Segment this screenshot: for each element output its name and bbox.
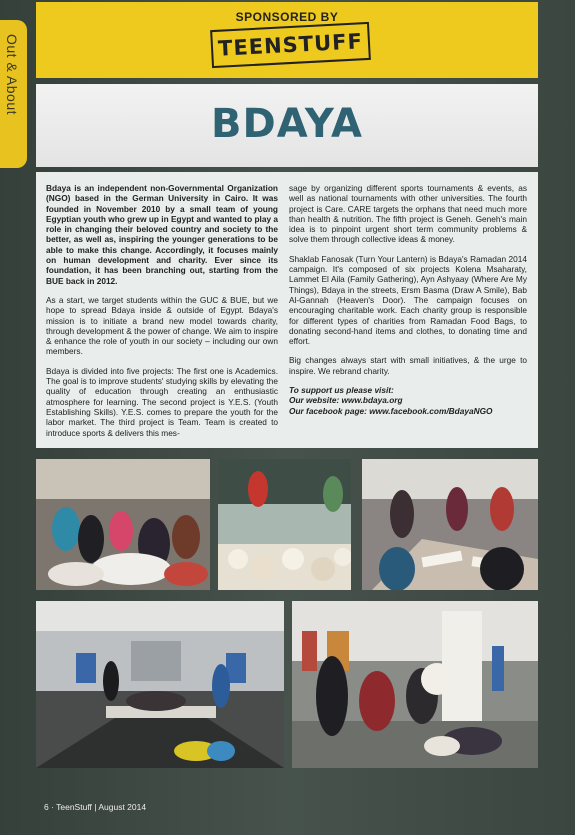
page-footer: 6 · TeenStuff | August 2014 — [44, 802, 147, 812]
photo-food-bags — [218, 459, 351, 590]
sponsor-banner — [36, 2, 538, 78]
photo-clothes-sorting — [292, 601, 538, 768]
teenstuff-logo: TEENSTUFF — [210, 22, 371, 68]
support-heading: To support us please visit: — [289, 385, 394, 396]
article-column-right — [289, 183, 527, 416]
paragraph: As a start, we target students within the GUC & BUE, but we hope to spread Bdaya inside & outside of Egypt. Bdaya's mission is to initiate a brand new model towards charity, through development & the power of change. We aim to inspire & enhance the role of youth in our society – including our own members. — [46, 294, 278, 357]
title-banner — [36, 84, 538, 167]
facebook-link[interactable]: Our facebook page: www.facebook.com/BdayaNGO — [289, 405, 493, 416]
photo-donation-hall — [36, 601, 284, 768]
photo-volunteers-sorting-clothes — [36, 459, 210, 590]
article-title: BDAYA — [211, 101, 363, 147]
sponsored-by-label: SPONSORED BY — [235, 10, 339, 24]
photo-volunteers-writing — [362, 459, 538, 590]
intro-paragraph: Bdaya is an independent non-Governmental Organization (NGO) based in the German University in Cairo. It was founded in November 2010 by a small team of young Egyptian youth who grew up in Egypt and wanted to play a role in changing their beloved country and society to the better, as well as, inspiring the younger generations to be able to make this change. Accordingly, it focuses mainly on human development and charity. Ever since its foundation, it has been branching out, starting from the BUE back in 2012. — [46, 183, 278, 286]
website-link[interactable]: Our website: www.bdaya.org — [289, 395, 403, 406]
paragraph: Big changes always start with small initiatives, & the urge to inspire. We rebrand charity. — [289, 355, 527, 376]
paragraph: Bdaya is divided into five projects: The first one is Academics. The goal is to improve students' studying skills by elevating the quality of education through creating an enthusiastic atmosphere for learning. The second project is Y.E.S. (Youth Establishing Skills). Y.E.S. comes to prepare the youth for the labor market. The third project is Team. Team is created to introduce sports & delivers this mes- — [46, 365, 278, 438]
paragraph: Shaklab Fanosak (Turn Your Lantern) is Bdaya's Ramadan 2014 campaign. It's composed of six projects Kolena Msaharaty, Lammet El Aila (Family Gathering), Ayn Ashyaay (Where Are My Things), Bdaya in the streets, Ersm Basma (Draw A Smile), Bab Al-Gannah (Heaven's Door). The campaign focuses on encouraging charitable work. Each charity group is responsible for different types of charities from Ramadan Food Bags, to donating second-hand items and clothes, to donating time and effort. — [289, 253, 527, 347]
paragraph: sage by organizing different sports tournaments & events, as well as national tournaments with other universities. The fourth project is Care. CARE targets the orphans that need much more than health & nutrition. The fifth project is Geneh. Geneh's main idea is to pinpoint urgent short term community problems & solve them through collective ideas & money. — [289, 183, 527, 245]
section-tab — [0, 20, 27, 168]
article-body — [36, 172, 538, 448]
section-tab-label: Out & About — [4, 34, 20, 115]
article-column-left — [46, 183, 278, 447]
